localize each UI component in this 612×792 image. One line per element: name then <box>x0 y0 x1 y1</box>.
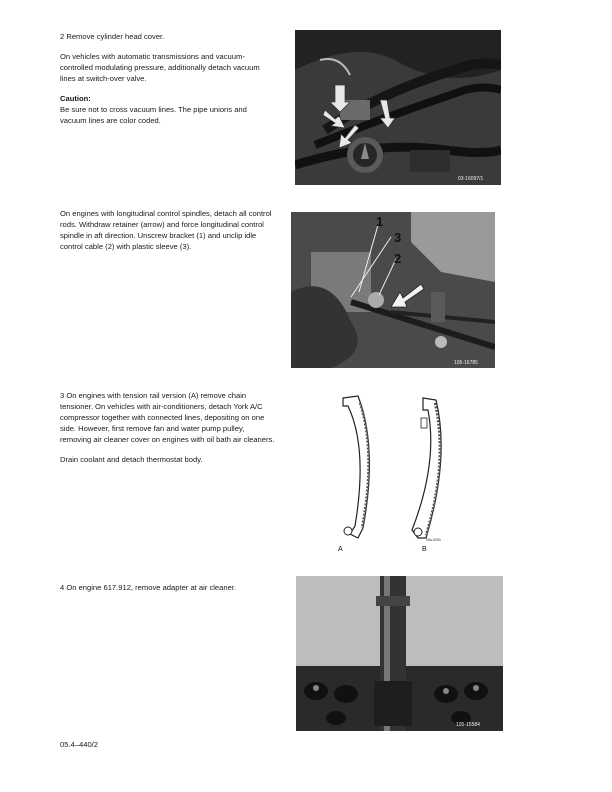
caution-text: Be sure not to cross vacuum lines. The pipe unions and vacuum lines are color coded. <box>60 105 247 125</box>
label-a: A <box>338 546 343 553</box>
step3-paragraph-2: Drain coolant and detach thermostat body. <box>60 455 203 464</box>
control-text <box>60 208 275 261</box>
vacuum-lines-image <box>295 30 501 185</box>
caution-label: Caution: <box>60 94 91 103</box>
callout-3: 3 <box>394 230 402 245</box>
step4-text <box>60 582 275 602</box>
control-photo-code: 105-16785 <box>454 360 478 366</box>
step3-text <box>60 390 275 474</box>
step4-paragraph: 4 On engine 617.912, remove adapter at air cleaner. <box>60 583 237 592</box>
photo-vacuum-lines <box>295 30 501 185</box>
caution-note <box>60 93 275 126</box>
step2-paragraph: On vehicles with automatic transmissions and vacuum-controlled modulating pressure, additionally detach vacuum lines at switch-over valve. <box>60 52 260 83</box>
photo-air-cleaner-adapter <box>296 576 503 731</box>
photo-control-spindle <box>291 212 495 368</box>
step4-photo-code: 105-15584 <box>456 722 480 728</box>
step3-paragraph: 3 On engines with tension rail version (A) remove chain tensioner. On vehicles with air-conditioners, detach York A/C compressor together with connected lines, depositing on one side. However, first remove fan and water pump pulley, removing air cleaner cover on engines with oil bath air cleaners. <box>60 391 275 444</box>
adapter-image <box>296 576 503 731</box>
callout-2: 2 <box>394 251 402 266</box>
step2-heading: 2 Remove cylinder head cover. <box>60 32 165 41</box>
control-spindle-image <box>291 212 495 368</box>
figure-code: 05a-9250 <box>426 538 441 542</box>
step2-text <box>60 31 275 135</box>
label-b: B <box>422 546 427 553</box>
control-paragraph: On engines with longitudinal control spindles, detach all control rods. Withdraw retainer (arrow) and force longitudinal control spindle in aft direction. Unscrew bracket (1) and unclip idle control cable (2) with plastic sleeve (3). <box>60 209 272 251</box>
callout-1: 1 <box>376 214 384 229</box>
page-number: 05.4–440/2 <box>60 740 99 749</box>
step2-photo-code: 03-16097/1 <box>458 176 484 182</box>
tension-rail-figure <box>318 388 468 558</box>
tension-rail-drawing <box>318 388 468 558</box>
